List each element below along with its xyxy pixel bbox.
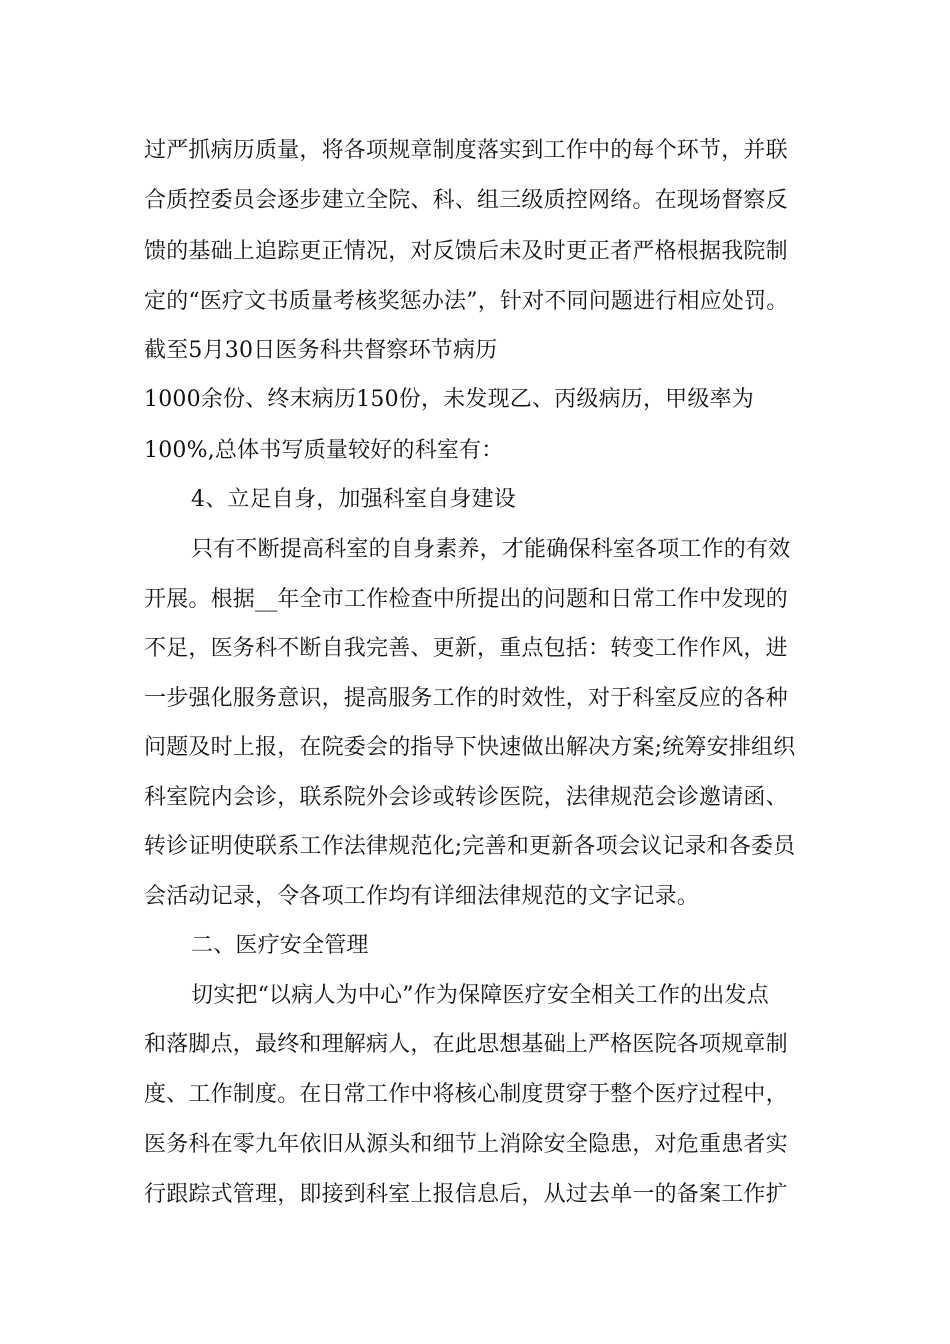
- text-line: 只有不断提高科室的自身素养，才能确保科室各项工作的有效: [191, 537, 791, 562]
- text-line: 科室院内会诊，联系院外会诊或转诊医院，法律规范会诊邀请函、: [144, 785, 788, 810]
- text-line: 一步强化服务意识，提高服务工作的时效性，对于科室反应的各种: [144, 686, 788, 711]
- text-line: 定的“医疗文书质量考核奖惩办法”，针对不同问题进行相应处罚。: [144, 289, 789, 314]
- text-line: 馈的基础上追踪更正情况，对反馈后未及时更正者严格根据我院制: [144, 239, 788, 264]
- text-line: 开展。根据__年全市工作检查中所提出的问题和日常工作中发现的: [144, 587, 789, 612]
- text-line: 医务科在零九年依旧从源头和细节上消除安全隐患，对危重患者实: [144, 1132, 788, 1157]
- text-line: 100%,总体书写质量较好的科室有：: [144, 438, 504, 463]
- text-line: 1000余份、终末病历150份，未发现乙、丙级病历，甲级率为: [144, 387, 754, 412]
- text-line: 和落脚点，最终和理解病人，在此思想基础上严格医院各项规章制: [144, 1032, 788, 1057]
- text-line: 问题及时上报，在院委会的指导下快速做出解决方案;统筹安排组织: [144, 735, 796, 760]
- text-line: 转诊证明使联系工作法律规范化;完善和更新各项会议记录和各委员: [144, 834, 796, 859]
- section-heading: 4、立足自身，加强科室自身建设: [191, 487, 516, 512]
- text-line: 过严抓病历质量，将各项规章制度落实到工作中的每个环节，并联: [144, 138, 788, 163]
- section-heading: 二、医疗安全管理: [191, 933, 369, 958]
- text-line: 不足，医务科不断自我完善、更新，重点包括：转变工作作风，进: [144, 636, 788, 661]
- text-line: 合质控委员会逐步建立全院、科、组三级质控网络。在现场督察反: [144, 188, 788, 213]
- text-line: 会活动记录，令各项工作均有详细法律规范的文字记录。: [144, 884, 700, 909]
- text-line: 截至5月30日医务科共督察环节病历: [144, 338, 498, 363]
- text-line: 行跟踪式管理，即接到科室上报信息后，从过去单一的备案工作扩: [144, 1182, 788, 1207]
- text-line: 切实把“以病人为中心”作为保障医疗安全相关工作的出发点: [191, 983, 769, 1008]
- text-line: 度、工作制度。在日常工作中将核心制度贯穿于整个医疗过程中，: [144, 1082, 788, 1107]
